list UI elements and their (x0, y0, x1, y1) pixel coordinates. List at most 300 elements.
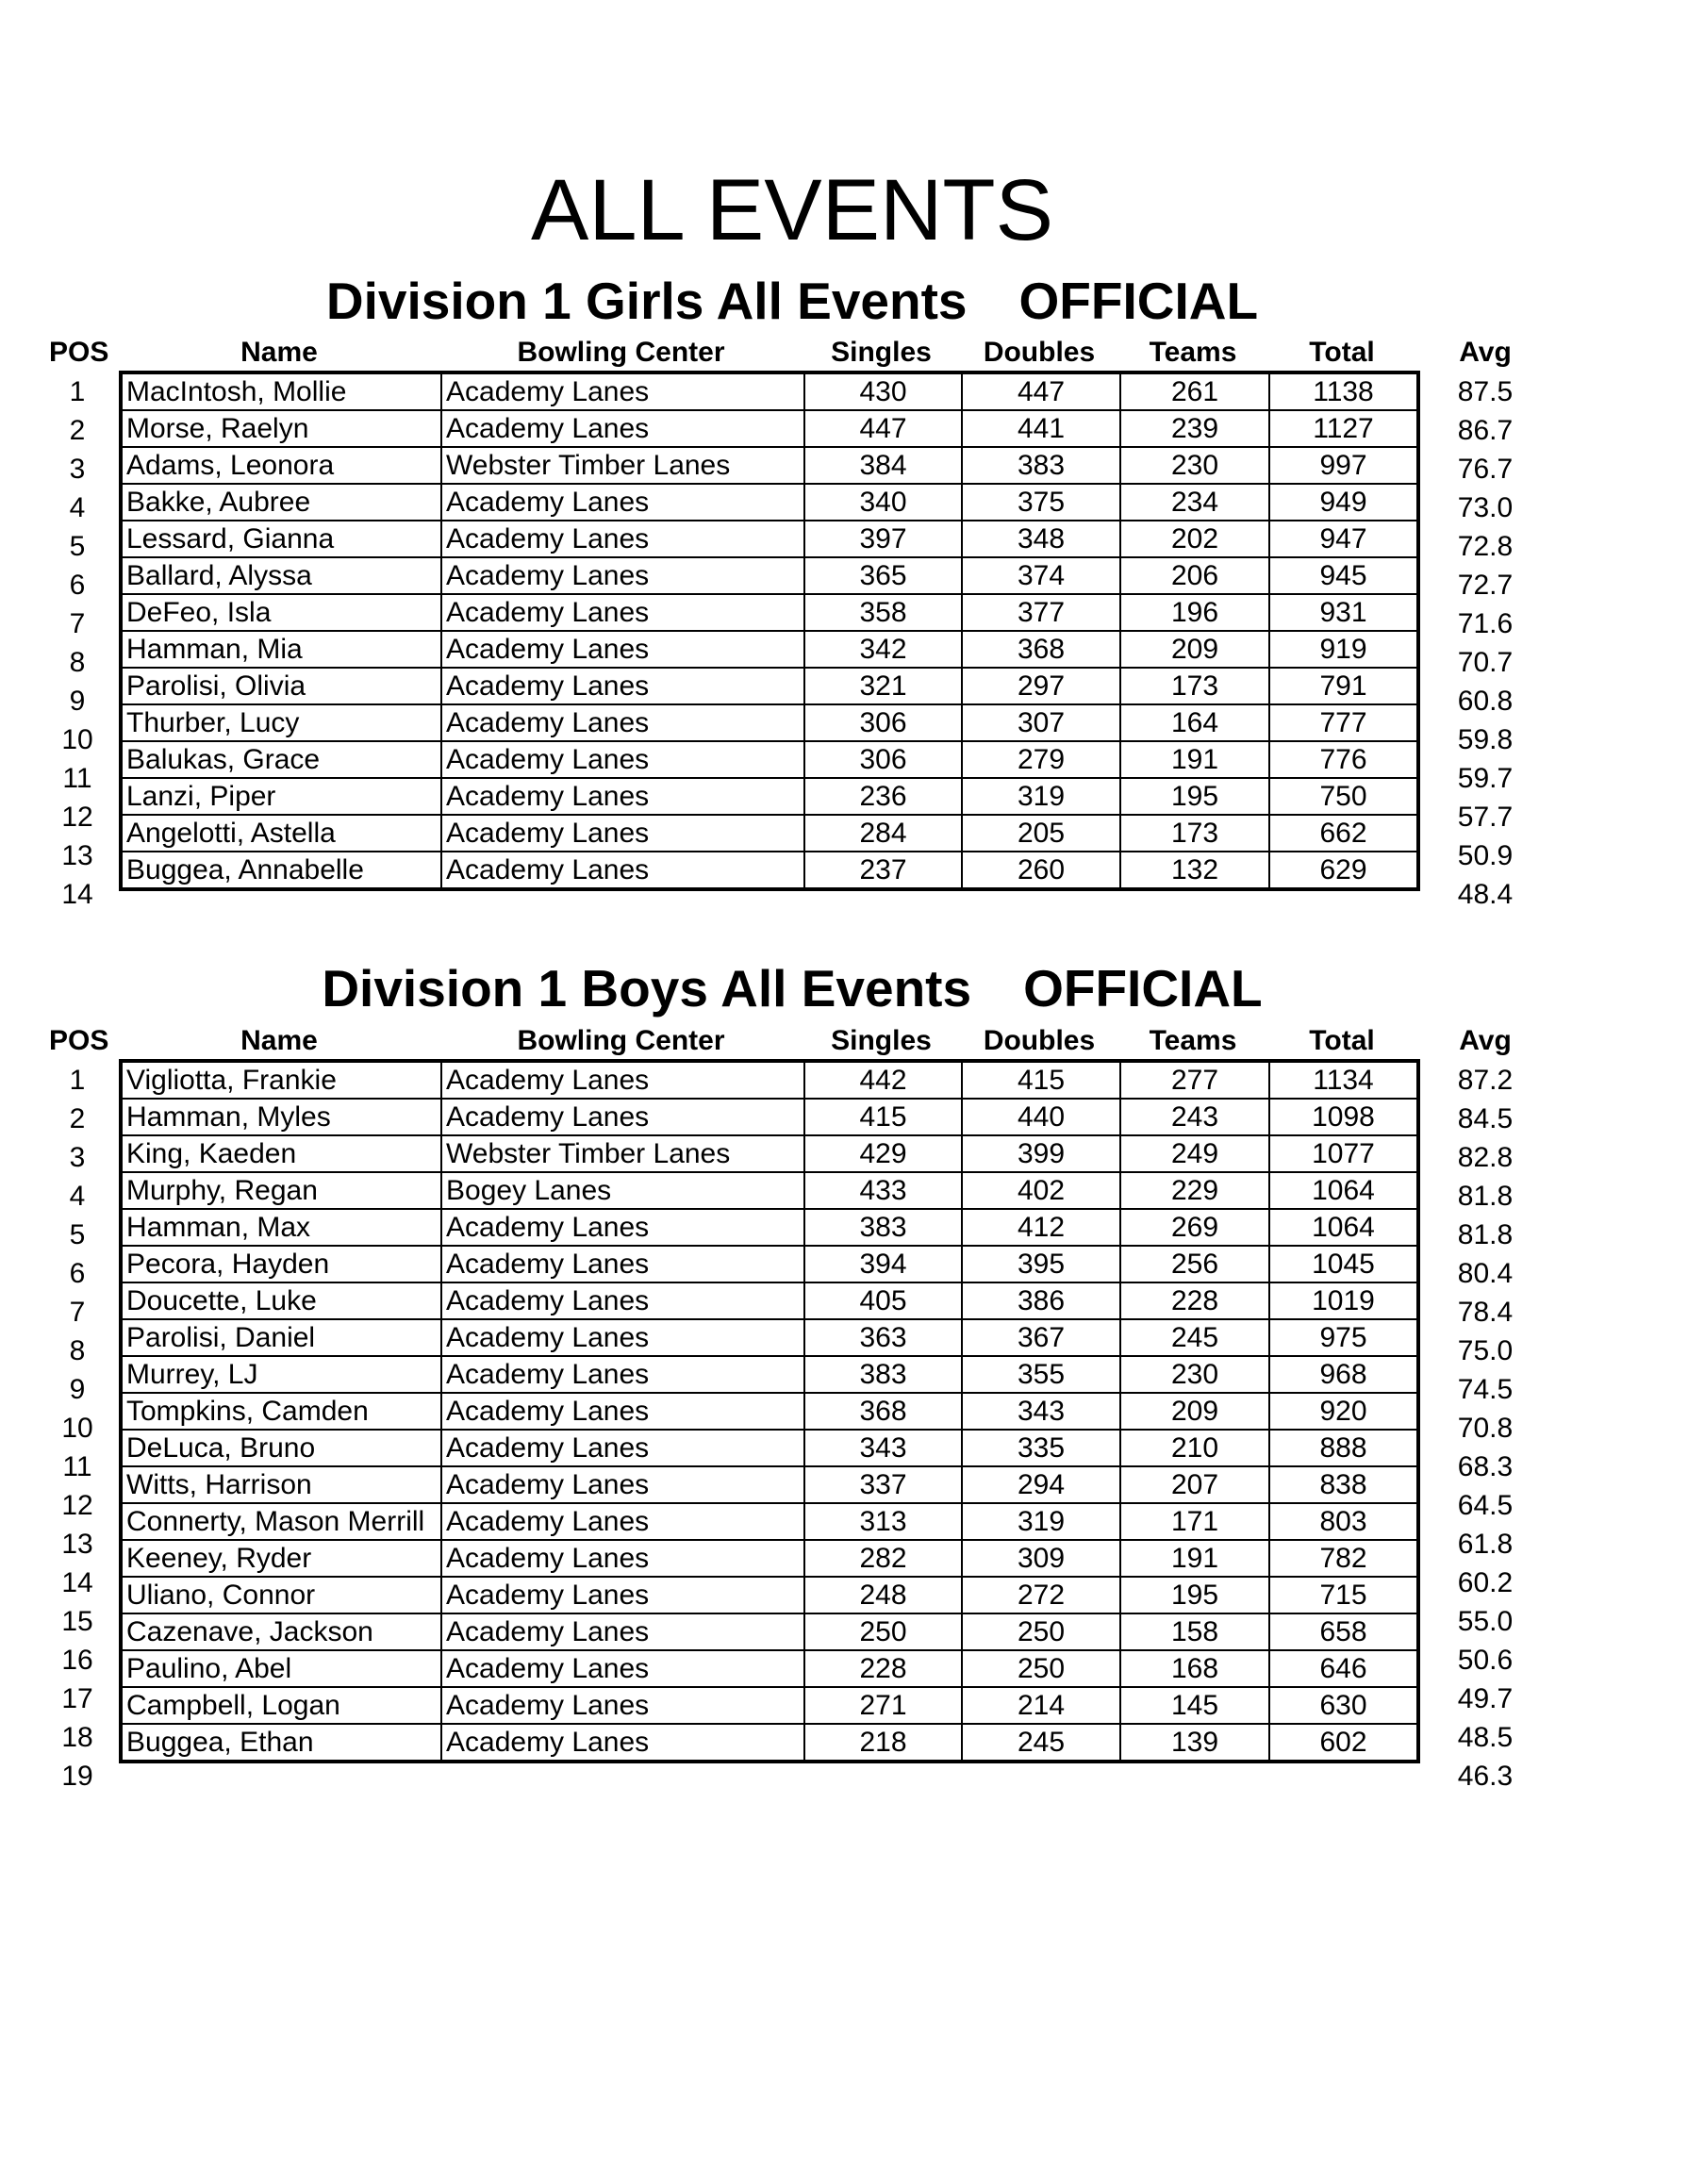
total-score: 920 (1269, 1393, 1418, 1430)
col-header-name: Name (240, 337, 318, 368)
singles-score: 368 (804, 1393, 962, 1430)
table-row (121, 447, 1418, 484)
singles-score: 415 (804, 1099, 962, 1135)
singles-score: 394 (804, 1246, 962, 1282)
singles-score: 306 (804, 741, 962, 778)
teams-score: 277 (1120, 1061, 1269, 1099)
bowling-center: Academy Lanes (441, 372, 804, 410)
average-value: 49.7 (1457, 1683, 1514, 1714)
col-header-center: Bowling Center (517, 337, 725, 368)
doubles-score: 245 (962, 1724, 1120, 1762)
bowling-center: Academy Lanes (441, 1687, 804, 1724)
table-row (121, 1135, 1418, 1172)
page-title: ALL EVENTS (531, 162, 1053, 258)
bowling-center: Academy Lanes (441, 852, 804, 889)
col-header-center: Bowling Center (517, 1025, 725, 1056)
average-value: 87.5 (1457, 376, 1514, 407)
doubles-score: 399 (962, 1135, 1120, 1172)
teams-score: 243 (1120, 1099, 1269, 1135)
average-value: 64.5 (1457, 1490, 1514, 1521)
average-value: 70.8 (1457, 1413, 1514, 1444)
teams-score: 158 (1120, 1613, 1269, 1650)
position-value: 19 (61, 1761, 93, 1792)
position-value: 14 (61, 879, 93, 910)
average-value: 59.7 (1457, 763, 1514, 794)
bowling-center: Academy Lanes (441, 778, 804, 815)
total-score: 602 (1269, 1724, 1418, 1762)
player-name: Murrey, LJ (121, 1356, 441, 1393)
position-value: 11 (62, 1451, 92, 1482)
position-value: 2 (69, 1103, 86, 1134)
bowling-center: Academy Lanes (441, 1466, 804, 1503)
singles-score: 383 (804, 1209, 962, 1246)
table-row (121, 704, 1418, 741)
singles-score: 248 (804, 1577, 962, 1613)
doubles-score: 307 (962, 704, 1120, 741)
singles-score: 250 (804, 1613, 962, 1650)
section-heading-boys (0, 959, 1584, 1018)
average-value: 60.2 (1457, 1567, 1514, 1598)
player-name: Cazenave, Jackson (121, 1613, 441, 1650)
average-value: 74.5 (1457, 1374, 1514, 1405)
table-row (121, 1319, 1418, 1356)
player-name: Connerty, Mason Merrill (121, 1503, 441, 1540)
singles-score: 429 (804, 1135, 962, 1172)
singles-score: 237 (804, 852, 962, 889)
doubles-score: 374 (962, 557, 1120, 594)
col-header-pos: POS (49, 337, 109, 368)
teams-score: 228 (1120, 1282, 1269, 1319)
total-score: 1045 (1269, 1246, 1418, 1282)
bowling-center: Academy Lanes (441, 557, 804, 594)
table-row (121, 372, 1418, 410)
position-value: 11 (62, 763, 92, 794)
total-score: 750 (1269, 778, 1418, 815)
bowling-center: Academy Lanes (441, 1503, 804, 1540)
player-name: Doucette, Luke (121, 1282, 441, 1319)
average-value: 86.7 (1457, 415, 1514, 446)
teams-score: 168 (1120, 1650, 1269, 1687)
col-header-singles: Singles (831, 337, 932, 368)
teams-score: 173 (1120, 815, 1269, 852)
doubles-score: 348 (962, 521, 1120, 557)
table-row (121, 631, 1418, 668)
teams-score: 139 (1120, 1724, 1269, 1762)
bowling-center: Academy Lanes (441, 1356, 804, 1393)
doubles-score: 395 (962, 1246, 1120, 1282)
table-row (121, 521, 1418, 557)
teams-score: 145 (1120, 1687, 1269, 1724)
player-name: Hamman, Max (121, 1209, 441, 1246)
position-value: 9 (69, 686, 86, 717)
total-score: 1098 (1269, 1099, 1418, 1135)
singles-score: 282 (804, 1540, 962, 1577)
player-name: DeFeo, Isla (121, 594, 441, 631)
table-row (121, 1540, 1418, 1577)
bowling-center: Academy Lanes (441, 1393, 804, 1430)
total-score: 782 (1269, 1540, 1418, 1577)
teams-score: 239 (1120, 410, 1269, 447)
doubles-score: 367 (962, 1319, 1120, 1356)
singles-score: 284 (804, 815, 962, 852)
doubles-score: 386 (962, 1282, 1120, 1319)
player-name: Campbell, Logan (121, 1687, 441, 1724)
average-value: 70.7 (1457, 647, 1514, 678)
table-row (121, 852, 1418, 889)
total-score: 803 (1269, 1503, 1418, 1540)
doubles-score: 383 (962, 447, 1120, 484)
position-value: 8 (69, 1335, 86, 1366)
singles-score: 447 (804, 410, 962, 447)
average-value: 71.6 (1457, 608, 1514, 639)
player-name: Lanzi, Piper (121, 778, 441, 815)
bowling-center: Academy Lanes (441, 704, 804, 741)
player-name: Morse, Raelyn (121, 410, 441, 447)
player-name: Tompkins, Camden (121, 1393, 441, 1430)
position-value: 12 (61, 1490, 93, 1521)
doubles-score: 412 (962, 1209, 1120, 1246)
teams-score: 207 (1120, 1466, 1269, 1503)
teams-score: 191 (1120, 741, 1269, 778)
average-value: 48.5 (1457, 1722, 1514, 1753)
total-score: 975 (1269, 1319, 1418, 1356)
position-value: 13 (61, 840, 93, 871)
singles-score: 405 (804, 1282, 962, 1319)
player-name: Paulino, Abel (121, 1650, 441, 1687)
teams-score: 261 (1120, 372, 1269, 410)
singles-score: 340 (804, 484, 962, 521)
col-header-avg: Avg (1459, 1025, 1512, 1056)
singles-score: 342 (804, 631, 962, 668)
teams-score: 230 (1120, 1356, 1269, 1393)
average-value: 75.0 (1457, 1335, 1514, 1366)
player-name: Pecora, Hayden (121, 1246, 441, 1282)
singles-score: 337 (804, 1466, 962, 1503)
position-value: 8 (69, 647, 86, 678)
table-row (121, 1356, 1418, 1393)
average-value: 72.8 (1457, 531, 1514, 562)
table-row (121, 1430, 1418, 1466)
average-value: 57.7 (1457, 802, 1514, 833)
doubles-score: 415 (962, 1061, 1120, 1099)
average-value: 50.9 (1457, 840, 1514, 871)
teams-score: 202 (1120, 521, 1269, 557)
singles-score: 442 (804, 1061, 962, 1099)
table-row (121, 410, 1418, 447)
player-name: Adams, Leonora (121, 447, 441, 484)
table-row (121, 1724, 1418, 1762)
singles-score: 313 (804, 1503, 962, 1540)
doubles-score: 319 (962, 1503, 1120, 1540)
singles-score: 397 (804, 521, 962, 557)
position-value: 6 (69, 570, 86, 601)
position-value: 1 (69, 376, 86, 407)
singles-score: 384 (804, 447, 962, 484)
table-row (121, 557, 1418, 594)
table-row (121, 1172, 1418, 1209)
average-value: 72.7 (1457, 570, 1514, 601)
player-name: Parolisi, Olivia (121, 668, 441, 704)
average-column-boys (1443, 1061, 1528, 1795)
total-score: 1134 (1269, 1061, 1418, 1099)
player-name: Vigliotta, Frankie (121, 1061, 441, 1099)
position-value: 13 (61, 1529, 93, 1560)
average-value: 84.5 (1457, 1103, 1514, 1134)
singles-score: 321 (804, 668, 962, 704)
player-name: Hamman, Myles (121, 1099, 441, 1135)
col-header-total: Total (1309, 1025, 1375, 1056)
total-score: 776 (1269, 741, 1418, 778)
bowling-center: Academy Lanes (441, 1209, 804, 1246)
bowling-center: Academy Lanes (441, 1246, 804, 1282)
average-value: 81.8 (1457, 1181, 1514, 1212)
bowling-center: Academy Lanes (441, 815, 804, 852)
total-score: 630 (1269, 1687, 1418, 1724)
position-value: 4 (69, 492, 86, 523)
table-row (121, 1466, 1418, 1503)
col-header-name: Name (240, 1025, 318, 1056)
doubles-score: 368 (962, 631, 1120, 668)
bowling-center: Academy Lanes (441, 1430, 804, 1466)
table-row (121, 741, 1418, 778)
bowling-center: Bogey Lanes (441, 1172, 804, 1209)
player-name: Balukas, Grace (121, 741, 441, 778)
doubles-score: 260 (962, 852, 1120, 889)
total-score: 658 (1269, 1613, 1418, 1650)
bowling-center: Academy Lanes (441, 741, 804, 778)
status-label: OFFICIAL (1023, 959, 1263, 1018)
teams-score: 209 (1120, 1393, 1269, 1430)
doubles-score: 294 (962, 1466, 1120, 1503)
bowling-center: Academy Lanes (441, 1577, 804, 1613)
total-score: 888 (1269, 1430, 1418, 1466)
total-score: 949 (1269, 484, 1418, 521)
total-score: 931 (1269, 594, 1418, 631)
singles-score: 236 (804, 778, 962, 815)
table-row (121, 1393, 1418, 1430)
average-value: 48.4 (1457, 879, 1514, 910)
col-header-doubles: Doubles (983, 337, 1096, 368)
total-score: 646 (1269, 1650, 1418, 1687)
position-value: 10 (61, 724, 93, 755)
section-title: Division 1 Boys All Events (322, 959, 972, 1018)
col-header-teams: Teams (1149, 1025, 1237, 1056)
position-value: 14 (61, 1567, 93, 1598)
singles-score: 343 (804, 1430, 962, 1466)
bowling-center: Academy Lanes (441, 484, 804, 521)
player-name: Buggea, Ethan (121, 1724, 441, 1762)
bowling-center: Academy Lanes (441, 668, 804, 704)
position-value: 15 (61, 1606, 93, 1637)
position-value: 1 (69, 1065, 86, 1096)
teams-score: 234 (1120, 484, 1269, 521)
col-header-singles: Singles (831, 1025, 932, 1056)
doubles-score: 319 (962, 778, 1120, 815)
singles-score: 218 (804, 1724, 962, 1762)
bowling-center: Academy Lanes (441, 1319, 804, 1356)
singles-score: 271 (804, 1687, 962, 1724)
player-name: MacIntosh, Mollie (121, 372, 441, 410)
position-value: 18 (61, 1722, 93, 1753)
doubles-score: 441 (962, 410, 1120, 447)
total-score: 1077 (1269, 1135, 1418, 1172)
player-name: Angelotti, Astella (121, 815, 441, 852)
doubles-score: 279 (962, 741, 1120, 778)
col-header-avg: Avg (1459, 337, 1512, 368)
singles-score: 363 (804, 1319, 962, 1356)
total-score: 1127 (1269, 410, 1418, 447)
singles-score: 430 (804, 372, 962, 410)
doubles-score: 272 (962, 1577, 1120, 1613)
teams-score: 173 (1120, 668, 1269, 704)
total-score: 662 (1269, 815, 1418, 852)
col-header-total: Total (1309, 337, 1375, 368)
position-value: 12 (61, 802, 93, 833)
singles-score: 228 (804, 1650, 962, 1687)
teams-score: 249 (1120, 1135, 1269, 1172)
total-score: 1138 (1269, 372, 1418, 410)
position-value: 17 (61, 1683, 93, 1714)
total-score: 968 (1269, 1356, 1418, 1393)
total-score: 777 (1269, 704, 1418, 741)
total-score: 1064 (1269, 1209, 1418, 1246)
doubles-score: 250 (962, 1650, 1120, 1687)
teams-score: 256 (1120, 1246, 1269, 1282)
doubles-score: 447 (962, 372, 1120, 410)
doubles-score: 214 (962, 1687, 1120, 1724)
player-name: DeLuca, Bruno (121, 1430, 441, 1466)
table-row (121, 668, 1418, 704)
average-value: 87.2 (1457, 1065, 1514, 1096)
player-name: King, Kaeden (121, 1135, 441, 1172)
total-score: 791 (1269, 668, 1418, 704)
total-score: 1019 (1269, 1282, 1418, 1319)
player-name: Parolisi, Daniel (121, 1319, 441, 1356)
section-heading-girls (0, 272, 1584, 330)
doubles-score: 355 (962, 1356, 1120, 1393)
singles-score: 306 (804, 704, 962, 741)
table-row (121, 815, 1418, 852)
total-score: 945 (1269, 557, 1418, 594)
doubles-score: 440 (962, 1099, 1120, 1135)
average-column-girls (1443, 372, 1528, 914)
bowling-center: Academy Lanes (441, 631, 804, 668)
teams-score: 245 (1120, 1319, 1269, 1356)
bowling-center: Academy Lanes (441, 521, 804, 557)
player-name: Witts, Harrison (121, 1466, 441, 1503)
position-value: 6 (69, 1258, 86, 1289)
teams-score: 229 (1120, 1172, 1269, 1209)
player-name: Hamman, Mia (121, 631, 441, 668)
table-row (121, 1577, 1418, 1613)
average-value: 59.8 (1457, 724, 1514, 755)
player-name: Uliano, Connor (121, 1577, 441, 1613)
bowling-center: Academy Lanes (441, 1540, 804, 1577)
bowling-center: Academy Lanes (441, 1724, 804, 1762)
average-value: 60.8 (1457, 686, 1514, 717)
average-value: 80.4 (1457, 1258, 1514, 1289)
player-name: Keeney, Ryder (121, 1540, 441, 1577)
teams-score: 269 (1120, 1209, 1269, 1246)
average-value: 68.3 (1457, 1451, 1514, 1482)
average-value: 78.4 (1457, 1297, 1514, 1328)
position-value: 5 (69, 1219, 86, 1250)
teams-score: 210 (1120, 1430, 1269, 1466)
table-row (121, 1061, 1418, 1099)
singles-score: 433 (804, 1172, 962, 1209)
position-value: 7 (69, 608, 86, 639)
col-header-doubles: Doubles (983, 1025, 1096, 1056)
table-row (121, 778, 1418, 815)
average-value: 50.6 (1457, 1645, 1514, 1676)
bowling-center: Academy Lanes (441, 1282, 804, 1319)
table-row (121, 1099, 1418, 1135)
teams-score: 195 (1120, 778, 1269, 815)
doubles-score: 377 (962, 594, 1120, 631)
player-name: Bakke, Aubree (121, 484, 441, 521)
doubles-score: 335 (962, 1430, 1120, 1466)
singles-score: 365 (804, 557, 962, 594)
total-score: 838 (1269, 1466, 1418, 1503)
bowling-center: Academy Lanes (441, 410, 804, 447)
bowling-center: Academy Lanes (441, 594, 804, 631)
teams-score: 164 (1120, 704, 1269, 741)
player-name: Thurber, Lucy (121, 704, 441, 741)
position-value: 10 (61, 1413, 93, 1444)
table-row (121, 1209, 1418, 1246)
average-value: 81.8 (1457, 1219, 1514, 1250)
doubles-score: 250 (962, 1613, 1120, 1650)
average-value: 55.0 (1457, 1606, 1514, 1637)
doubles-score: 375 (962, 484, 1120, 521)
bowling-center: Academy Lanes (441, 1613, 804, 1650)
bowling-center: Webster Timber Lanes (441, 447, 804, 484)
results-table-girls (119, 371, 1420, 891)
doubles-score: 309 (962, 1540, 1120, 1577)
doubles-score: 297 (962, 668, 1120, 704)
table-row (121, 594, 1418, 631)
teams-score: 171 (1120, 1503, 1269, 1540)
teams-score: 195 (1120, 1577, 1269, 1613)
table-row (121, 1246, 1418, 1282)
average-value: 46.3 (1457, 1761, 1514, 1792)
player-name: Buggea, Annabelle (121, 852, 441, 889)
position-value: 7 (69, 1297, 86, 1328)
teams-score: 209 (1120, 631, 1269, 668)
doubles-score: 343 (962, 1393, 1120, 1430)
bowling-center: Webster Timber Lanes (441, 1135, 804, 1172)
player-name: Murphy, Regan (121, 1172, 441, 1209)
col-header-pos: POS (49, 1025, 109, 1056)
singles-score: 383 (804, 1356, 962, 1393)
position-value: 3 (69, 1142, 86, 1173)
position-value: 4 (69, 1181, 86, 1212)
teams-score: 132 (1120, 852, 1269, 889)
bowling-center: Academy Lanes (441, 1061, 804, 1099)
teams-score: 191 (1120, 1540, 1269, 1577)
total-score: 997 (1269, 447, 1418, 484)
average-value: 82.8 (1457, 1142, 1514, 1173)
table-row (121, 1650, 1418, 1687)
table-row (121, 1503, 1418, 1540)
teams-score: 196 (1120, 594, 1269, 631)
total-score: 715 (1269, 1577, 1418, 1613)
average-value: 61.8 (1457, 1529, 1514, 1560)
player-name: Lessard, Gianna (121, 521, 441, 557)
col-header-teams: Teams (1149, 337, 1237, 368)
singles-score: 358 (804, 594, 962, 631)
teams-score: 230 (1120, 447, 1269, 484)
